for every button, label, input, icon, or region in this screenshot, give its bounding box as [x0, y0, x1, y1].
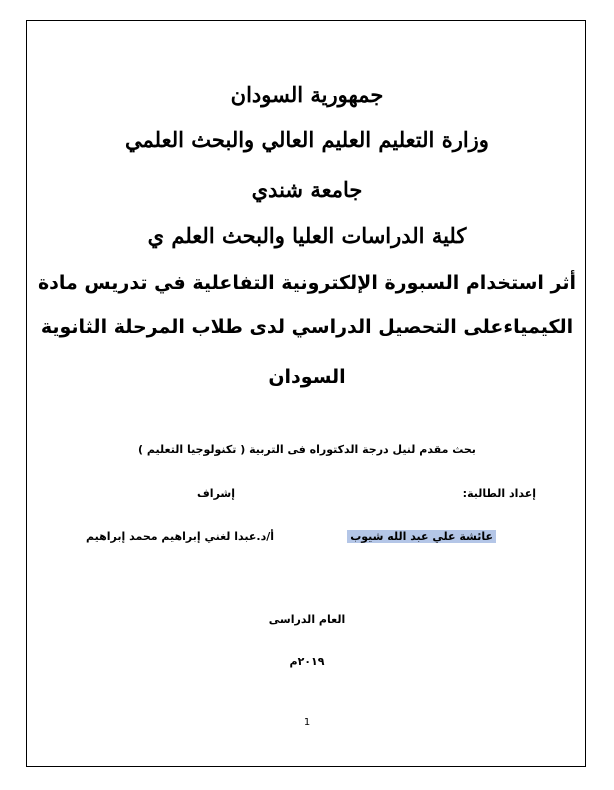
- supervisor-name: أ/د.عبدا لغني إبراهيم محمد إبراهيم: [86, 530, 274, 543]
- ministry-heading: وزارة التعليم العليم العالي والبحث العلمي: [125, 127, 489, 152]
- academic-year: ٢٠١٩م: [289, 655, 325, 668]
- student-name: [347, 530, 496, 544]
- supervisor-label: إشراف: [197, 487, 235, 500]
- student-name-text: عائشة علي عبد الله شيوب: [347, 530, 496, 543]
- thesis-title-line1: أثر استخدام السبورة الإلكترونية التفاعلية في تدريس مادة: [37, 272, 577, 294]
- university-heading: جامعة شندي: [251, 177, 363, 202]
- thesis-title-line3: السودان: [268, 366, 346, 388]
- prepared-by-label: إعداد الطالبة:: [462, 487, 536, 500]
- republic-heading: جمهورية السودان: [230, 82, 384, 107]
- degree-statement: بحث مقدم لنيل درجة الدكتوراه فى التربية ( تكنولوجيا التعليم ): [138, 443, 476, 456]
- thesis-title-line2: الكيمياءعلى التحصيل الدراسي لدى طلاب المرحلة الثانوية: [40, 316, 574, 338]
- academic-year-label: العام الدراسى: [268, 613, 346, 626]
- college-heading: كلية الدراسات العليا والبحث العلم ي: [147, 223, 467, 248]
- page-number: 1: [303, 717, 311, 728]
